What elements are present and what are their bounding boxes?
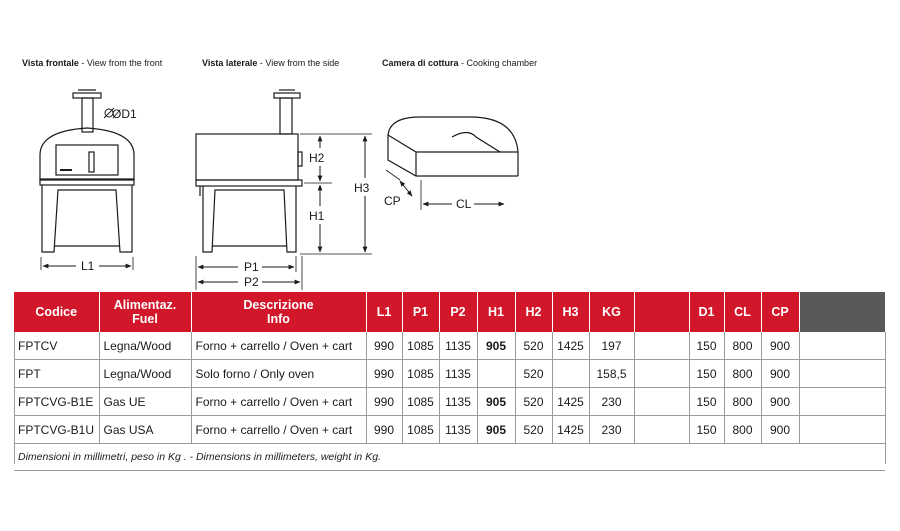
cell-l1: 990 (366, 416, 402, 444)
table-row (14, 332, 885, 360)
label-cl: CL (456, 197, 472, 211)
cell-cl: 800 (724, 416, 761, 444)
side-oven-body (196, 134, 298, 180)
caption-front-en: View from the front (86, 58, 163, 68)
cell-cp: 900 (761, 332, 799, 360)
table-row (14, 360, 885, 388)
chimney-cap (73, 93, 101, 98)
cell-p2: 1135 (439, 388, 477, 416)
cell-empty (799, 416, 885, 444)
label-p2: P2 (244, 275, 259, 289)
header-dark-cell (799, 292, 885, 332)
header-h3: H3 (552, 292, 589, 332)
header-p1: P1 (402, 292, 439, 332)
table-row (14, 416, 885, 444)
caption-side-sep: - (257, 58, 266, 68)
cell-p2: 1135 (439, 332, 477, 360)
cell-h2: 520 (515, 416, 552, 444)
cell-h3: 1425 (552, 416, 589, 444)
cell-cp: 900 (761, 416, 799, 444)
note-row (14, 444, 885, 471)
cell-code: FPTCV (14, 332, 99, 360)
header-l1: L1 (366, 292, 402, 332)
label-h3: H3 (354, 181, 370, 195)
cell-h3 (552, 360, 589, 388)
caption-cooking-chamber (382, 58, 537, 68)
cell-fuel: Legna/Wood (99, 332, 191, 360)
cell-h3: 1425 (552, 332, 589, 360)
cell-p1: 1085 (402, 332, 439, 360)
caption-chamber-sep: - (458, 58, 467, 68)
side-chimney-pipe (280, 98, 292, 134)
cell-cp: 900 (761, 360, 799, 388)
label-d1: ØD1 (112, 107, 137, 121)
cell-h1 (477, 360, 515, 388)
side-chimney-cap (274, 93, 300, 98)
cell-empty (799, 388, 885, 416)
label-cp: CP (384, 194, 401, 208)
cell-p1: 1085 (402, 388, 439, 416)
cell-h2: 520 (515, 360, 552, 388)
cell-h1: 905 (477, 388, 515, 416)
cell-cp: 900 (761, 388, 799, 416)
cell-desc: Forno + carrello / Oven + cart (191, 332, 366, 360)
cell-cl: 800 (724, 332, 761, 360)
caption-chamber-it: Camera di cottura (382, 58, 459, 68)
cell-l1: 990 (366, 332, 402, 360)
header-description (191, 292, 366, 332)
cell-h2: 520 (515, 388, 552, 416)
cell-h1: 905 (477, 332, 515, 360)
oven-body (40, 128, 134, 180)
cell-empty (799, 332, 885, 360)
cell-desc: Forno + carrello / Oven + cart (191, 416, 366, 444)
technical-drawings (0, 70, 900, 295)
side-view-drawing (196, 90, 302, 252)
cell-code: FPT (14, 360, 99, 388)
table-note: Dimensioni in millimetri, peso in Kg . - Dimensions in millimeters, weight in Kg. (14, 444, 885, 471)
caption-chamber-en: Cooking chamber (466, 58, 538, 68)
cell-p1: 1085 (402, 360, 439, 388)
cell-blank (634, 332, 689, 360)
cell-kg: 158,5 (589, 360, 634, 388)
header-fuel-it: Alimentaz. (113, 298, 177, 312)
header-h2: H2 (515, 292, 552, 332)
caption-side-it: Vista laterale (202, 58, 258, 68)
cell-d1: 150 (689, 388, 724, 416)
header-code: Codice (14, 292, 99, 332)
caption-side-en: View from the side (265, 58, 340, 68)
header-cl: CL (724, 292, 761, 332)
spec-table (14, 292, 885, 471)
cell-l1: 990 (366, 360, 402, 388)
caption-front-sep: - (78, 58, 87, 68)
cell-d1: 150 (689, 332, 724, 360)
label-l1: L1 (81, 259, 95, 273)
header-desc-en: Info (267, 312, 290, 326)
table-row (14, 388, 885, 416)
header-d1: D1 (689, 292, 724, 332)
label-h1: H1 (309, 209, 325, 223)
cell-kg: 230 (589, 388, 634, 416)
cell-fuel: Gas USA (99, 416, 191, 444)
header-blank (634, 292, 689, 332)
header-row (14, 292, 885, 332)
header-fuel-en: Fuel (132, 312, 158, 326)
cell-empty (799, 360, 885, 388)
cell-d1: 150 (689, 360, 724, 388)
header-p2: P2 (439, 292, 477, 332)
cell-h2: 520 (515, 332, 552, 360)
cell-d1: 150 (689, 416, 724, 444)
header-desc-it: Descrizione (243, 298, 314, 312)
label-p1: P1 (244, 260, 259, 274)
cell-code: FPTCVG-B1U (14, 416, 99, 444)
cell-blank (634, 360, 689, 388)
cell-cl: 800 (724, 360, 761, 388)
cell-h3: 1425 (552, 388, 589, 416)
cell-blank (634, 388, 689, 416)
cell-kg: 197 (589, 332, 634, 360)
cell-l1: 990 (366, 388, 402, 416)
cell-fuel: Legna/Wood (99, 360, 191, 388)
label-h2: H2 (309, 151, 325, 165)
header-h1: H1 (477, 292, 515, 332)
caption-front-view (22, 58, 162, 68)
cell-desc: Solo forno / Only oven (191, 360, 366, 388)
header-fuel (99, 292, 191, 332)
cell-p2: 1135 (439, 360, 477, 388)
cell-p2: 1135 (439, 416, 477, 444)
header-kg: KG (589, 292, 634, 332)
cell-h1: 905 (477, 416, 515, 444)
cell-cl: 800 (724, 388, 761, 416)
chimney-pipe (82, 98, 93, 132)
cell-p1: 1085 (402, 416, 439, 444)
caption-front-it: Vista frontale (22, 58, 79, 68)
cell-blank (634, 416, 689, 444)
cell-fuel: Gas UE (99, 388, 191, 416)
cooking-chamber-drawing (388, 117, 518, 176)
header-cp: CP (761, 292, 799, 332)
caption-side-view (202, 58, 339, 68)
cell-code: FPTCVG-B1E (14, 388, 99, 416)
cell-kg: 230 (589, 416, 634, 444)
cell-desc: Forno + carrello / Oven + cart (191, 388, 366, 416)
side-dimensions (196, 134, 372, 290)
